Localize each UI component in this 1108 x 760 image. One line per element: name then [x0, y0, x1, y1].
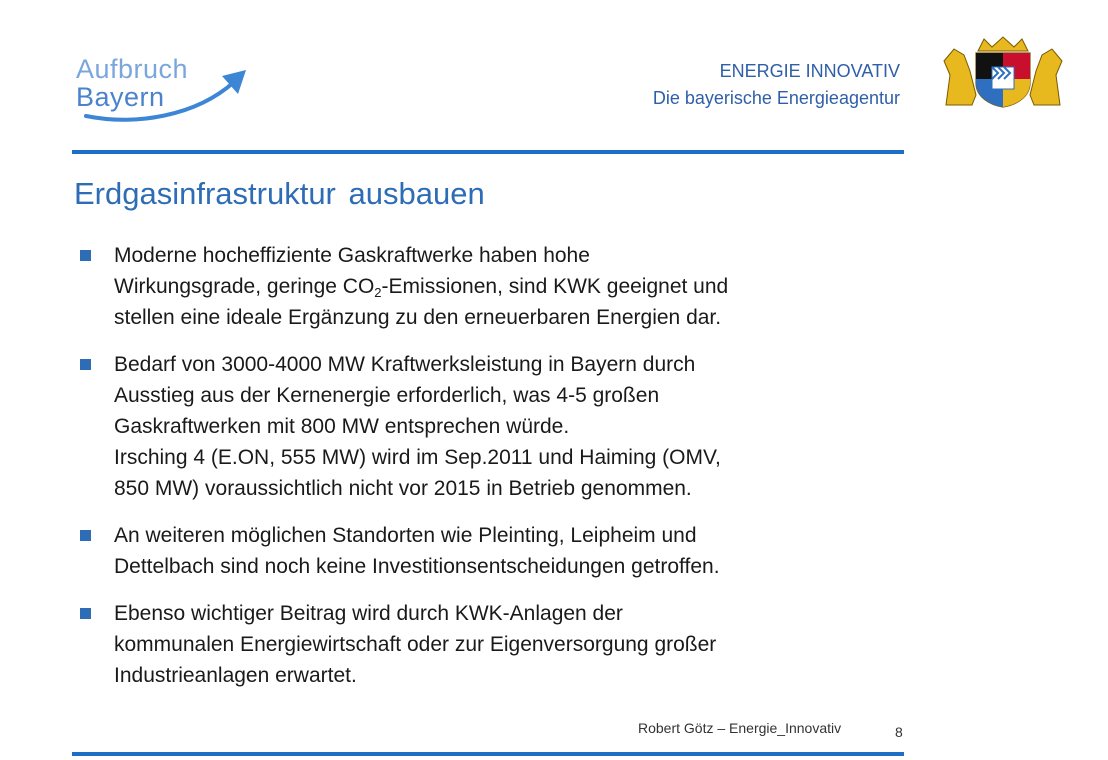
bullet-line: Ebenso wichtiger Beitrag wird durch KWK-Anlagen der: [114, 602, 623, 625]
bullet-item: [80, 240, 910, 333]
bullet-line: An weiteren möglichen Standorten wie Pleinting, Leipheim und: [114, 524, 697, 547]
bullet-line: Bedarf von 3000-4000 MW Kraftwerksleistung in Bayern durch: [114, 353, 696, 376]
bullet-line: Gaskraftwerken mit 800 MW entsprechen würde.: [114, 415, 570, 438]
square-bullet-icon: [80, 359, 91, 370]
bullet-line: Ausstieg aus der Kernenergie erforderlich, was 4-5 großen: [114, 384, 660, 407]
bullet-line: Wirkungsgrade, geringe $CO_2$-Emissionen, sind KWK geeignet und: [114, 275, 729, 300]
bavarian-coat-of-arms-icon: [940, 35, 1066, 109]
bullet-line: 850 MW) voraussichtlich nicht vor 2015 in Betrieb genommen.: [114, 477, 692, 500]
bullet-item: [80, 349, 910, 504]
organization-block: [653, 58, 900, 112]
bullet-item: [80, 520, 910, 582]
square-bullet-icon: [80, 250, 91, 261]
bullet-line: Industrieanlagen erwartet.: [114, 664, 357, 687]
bullet-line: stellen eine ideale Ergänzung zu den erneuerbaren Energien dar.: [114, 306, 722, 329]
top-divider: [72, 150, 904, 154]
bullet-line: Moderne hocheffiziente Gaskraftwerke haben hohe: [114, 244, 590, 267]
bullet-line: Dettelbach sind noch keine Investitionsentscheidungen getroffen.: [114, 555, 720, 578]
bullet-list: [80, 240, 910, 707]
org-name: ENERGIE INNOVATIV: [719, 61, 900, 81]
aufbruch-bayern-logo: [66, 52, 266, 132]
org-subtitle: Die bayerische Energieagentur: [652, 88, 900, 108]
logo-line-1: Aufbruch: [76, 54, 189, 84]
page-number: 8: [895, 724, 903, 740]
bullet-line: kommunalen Energiewirtschaft oder zur Eigenversorgung großer: [114, 633, 717, 656]
slide-title: Erdgasinfrastruktur ausbauen: [74, 176, 485, 211]
bottom-divider: [72, 752, 904, 756]
footer-author: Robert Götz – Energie_Innovativ: [638, 720, 842, 736]
square-bullet-icon: [80, 608, 91, 619]
logo-line-2: Bayern: [76, 82, 165, 112]
bullet-item: [80, 598, 910, 691]
bullet-line: Irsching 4 (E.ON, 555 MW) wird im Sep.2011 und Haiming (OMV,: [114, 446, 721, 469]
square-bullet-icon: [80, 530, 91, 541]
